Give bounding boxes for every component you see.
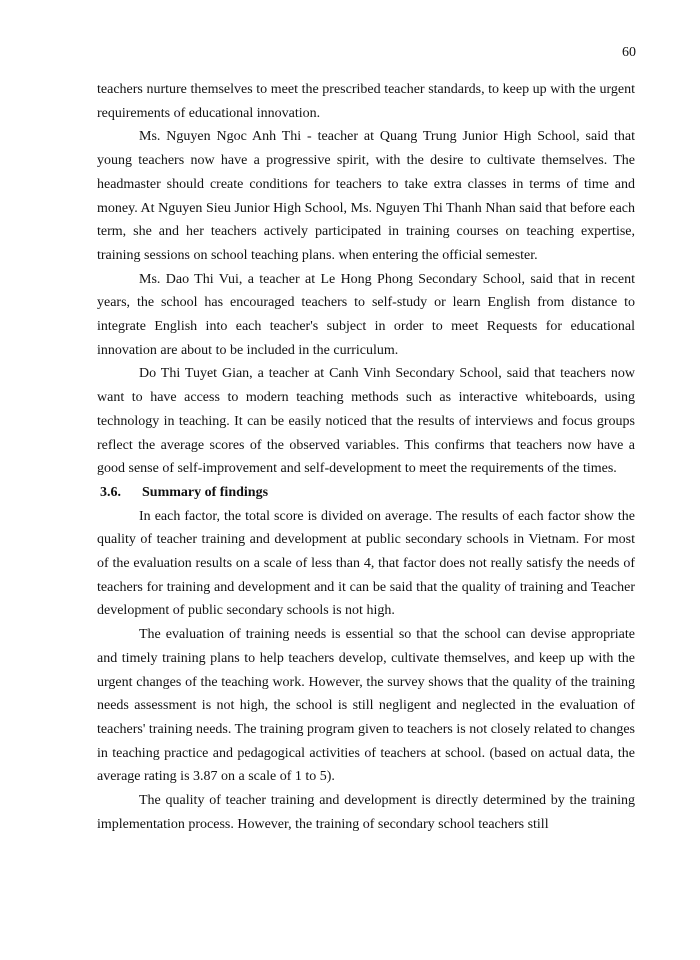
section-heading	[97, 481, 635, 505]
paragraph-findings-factor: In each factor, the total score is divided on average. The results of each factor show the quality of teacher training and development at public secondary schools in Vietnam. For most of the evaluation results on a scale of less than 4, that factor does not really satisfy the needs of teachers for training and development and it can be said that the quality of training and Teacher development of public secondary schools is not high.	[97, 508, 635, 619]
paragraph-training-needs: The evaluation of training needs is essential so that the school can devise appropriate and timely training plans to help teachers develop, cultivate themselves, and keep up with the urgent changes of the teaching work. However, the survey shows that the quality of the training needs assessment is not high, the school is still negligent and neglected in the evaluation of teachers' training needs. The training program given to teachers is not closely related to changes in teaching practice and pedagogical activities of teachers at school. (based on actual data, the average rating is 3.87 on a scale of 1 to 5).	[97, 627, 635, 785]
paragraph-dao-thi-vui: Ms. Dao Thi Vui, a teacher at Le Hong Phong Secondary School, said that in recent years, the school has encouraged teachers to self-study or learn English from distance to integrate English into each teacher's subject in order to meet Requests for educational innovation are about to be included in the curriculum.	[97, 271, 635, 358]
paragraph-anh-thi: Ms. Nguyen Ngoc Anh Thi - teacher at Quang Trung Junior High School, said that young teachers now have a progressive spirit, with the desire to cultivate themselves. The headmaster should create conditions for teachers to take extra classes in terms of time and money. At Nguyen Sieu Junior High School, Ms. Nguyen Thi Thanh Nhan said that before each term, she and her teachers actively participated in training courses on teaching expertise, training sessions on school teaching plans. when entering the official semester.	[97, 129, 635, 263]
paragraph-continuation: teachers nurture themselves to meet the prescribed teacher standards, to keep up with the urgent requirements of educational innovation.	[97, 82, 635, 121]
section-number: 3.6.	[100, 484, 121, 500]
section-title: Summary of findings	[142, 484, 269, 500]
paragraph-tuyet-gian: Do Thi Tuyet Gian, a teacher at Canh Vinh Secondary School, said that teachers now want to have access to modern teaching methods such as interactive whiteboards, using technology in teaching. It can be easily noticed that the results of interviews and focus groups reflect the average scores of the observed variables. This confirms that teachers now have a good sense of self-improvement and self-development to meet the requirements of the times.	[97, 366, 635, 477]
paragraph-implementation: The quality of teacher training and development is directly determined by the training implementation process. However, the training of secondary school teachers still	[97, 793, 635, 832]
page-number: 60	[622, 45, 636, 60]
body-text	[97, 78, 635, 837]
